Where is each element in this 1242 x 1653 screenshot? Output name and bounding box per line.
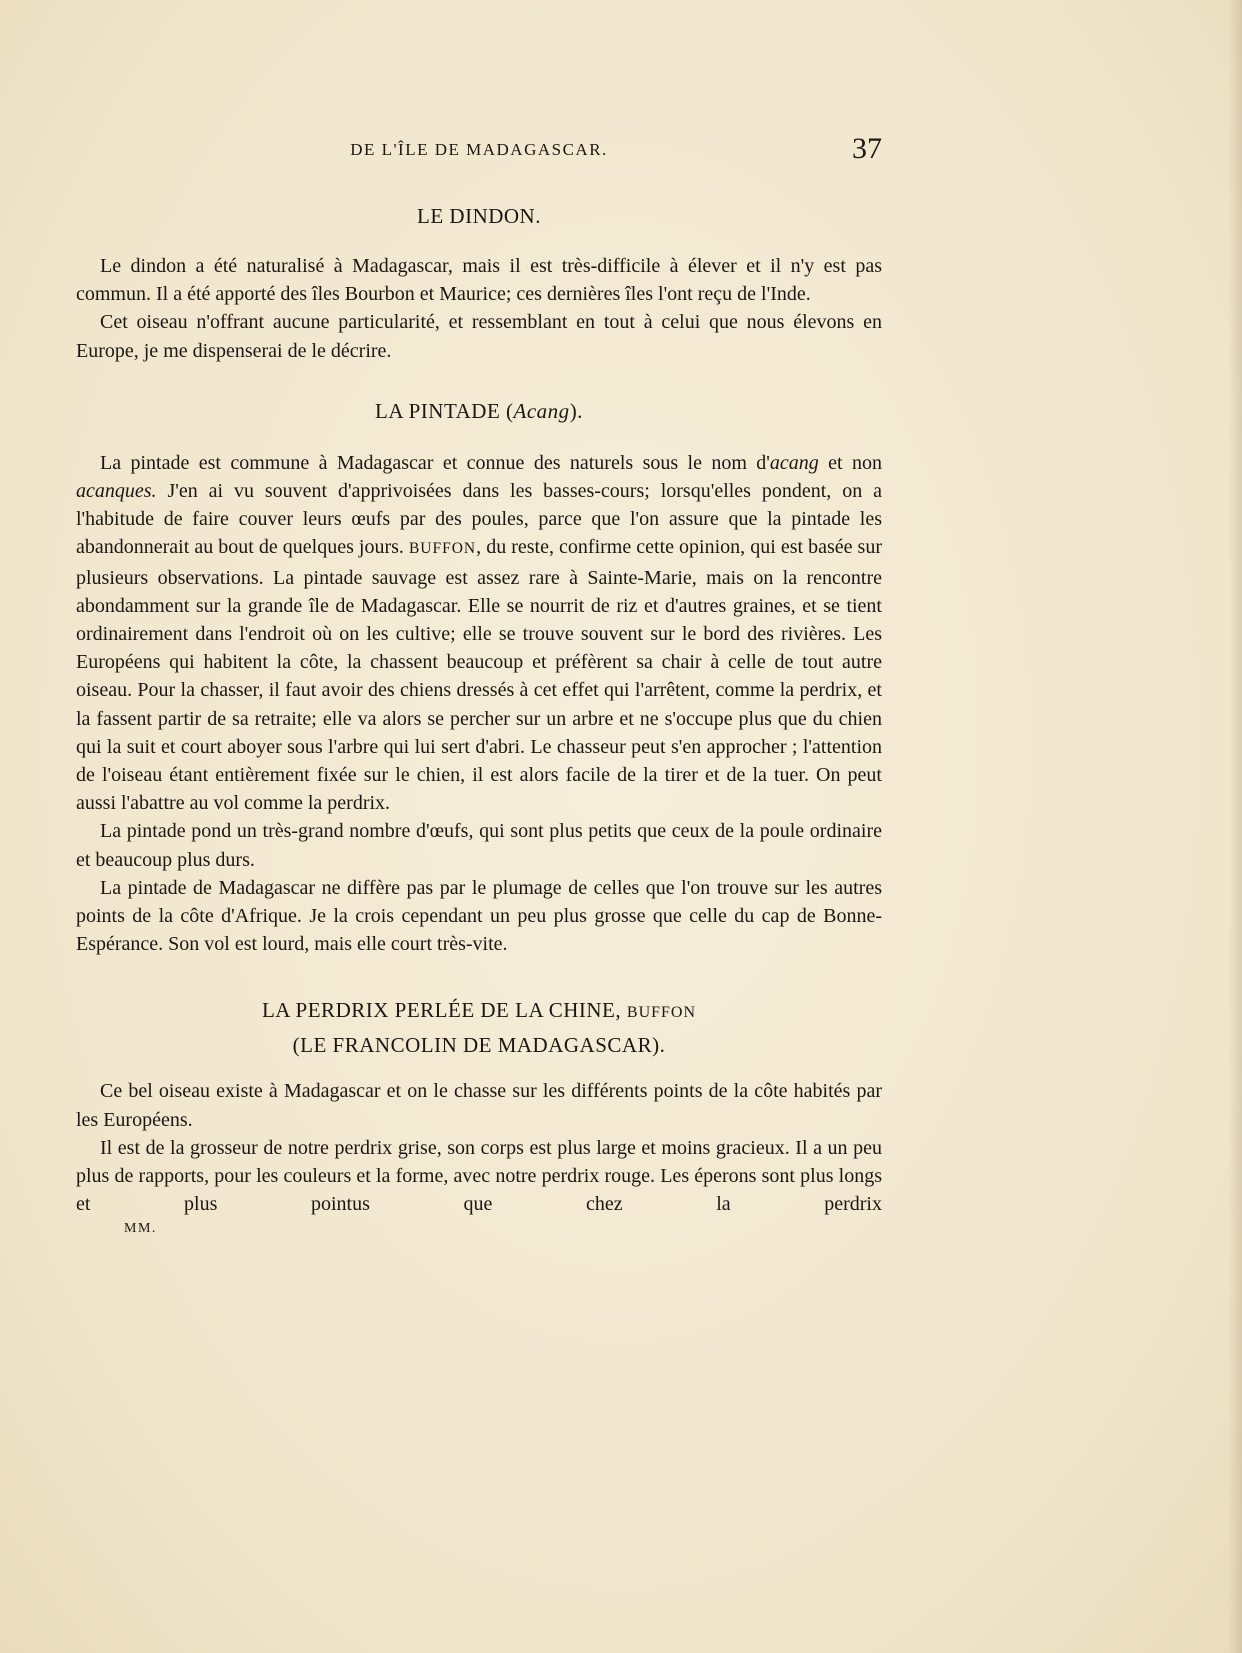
text-run: J'en ai vu souvent d'apprivoisées dans les basses-cours; lorsqu'elles pondent, on a l'habitude de faire couver leurs œufs par des poules, parce que l'on assure que la pintade les abandonnerait au bout de quelques jours. xyxy=(76,480,882,559)
section-title-pintade xyxy=(76,395,882,427)
text-run: La pintade est commune à Madagascar et connue des naturels sous le nom d' xyxy=(100,451,770,474)
running-title: DE L'ÎLE DE MADAGASCAR. xyxy=(350,140,608,159)
paragraph: Le dindon a été naturalisé à Madagascar, mais il est très-difficile à élever et il n'y est pas commun. Il a été apporté des îles Bourbon et Maurice; ces dernières îles l'ont reçu de l'Inde. xyxy=(76,255,882,306)
text-run: , du reste, confirme cette opinion, qui est basée sur plusieurs observations. La pintade sauvage est assez rare à Sainte-Marie, mais on la rencontre abondamment sur la grande île de Madagascar. Elle se nourrit de riz et d'autres graines, et se tient ordinairement dans l'endroit où on les cultive; elle se trouve souvent sur le bord des rivières. Les Européens qui habitent la côte, la chassent beaucoup et préfèrent sa chair à celle de tout autre oiseau. Pour la chasser, il faut avoir des chiens dressés à cet effet qui l'arrêtent, comme la perdrix, et la fassent partir de sa retraite; elle va alors se percher sur un arbre et ne s'occupe plus que du chien qui la suit et court aboyer sous l'arbre qui lui sert d'abri. Le chasseur peut s'en approcher ; l'attention de l'oiseau étant entièrement fixée sur le chien, il est alors facile de la tirer et de la tuer. On peut aussi l'abattre au vol comme la perdrix. xyxy=(76,536,882,815)
title-line xyxy=(262,998,696,1022)
paragraph: Il est de la grosseur de notre perdrix grise, son corps est plus large et moins gracieux. Il a un peu plus de rapports, pour les couleurs et la forme, avec notre perdrix rouge. Les éperons sont plus longs et plus pointus que chez la perdrix xyxy=(76,1136,882,1216)
italic-run: acanques. xyxy=(76,480,157,503)
page-header xyxy=(76,132,882,176)
section-title-dindon: LE DINDON. xyxy=(417,204,541,228)
title-text: LA PERDRIX PERLÉE DE LA CHINE, xyxy=(261,998,627,1023)
author-name: BUFFON xyxy=(408,540,477,558)
paragraph: Ce bel oiseau existe à Madagascar et on le chasse sur les différents points de la côte habités par les Européens. xyxy=(76,1080,882,1131)
author-name: BUFFON xyxy=(626,1004,697,1022)
section-title-perdrix xyxy=(76,994,882,1061)
title-text: LA PINTADE ( xyxy=(375,398,514,423)
paragraph: La pintade de Madagascar ne diffère pas par le plumage de celles que l'on trouve sur les autres points de la côte d'Afrique. Je la crois cependant un peu plus grosse que celle du cap de Bonne-Espérance. Son vol est lourd, mais elle court très-vite. xyxy=(76,876,882,956)
paragraph: La pintade pond un très-grand nombre d'œufs, qui sont plus petits que ceux de la poule ordinaire et beaucoup plus durs. xyxy=(76,820,882,871)
title-line: (LE FRANCOLIN DE MADAGASCAR). xyxy=(292,1033,666,1058)
page-body xyxy=(76,200,882,1240)
title-text: ). xyxy=(569,398,583,423)
page-number: 37 xyxy=(852,132,882,165)
signature-mark: MM. xyxy=(124,1221,157,1237)
paragraph: Cet oiseau n'offrant aucune particularité, et ressemblant en tout à celui que nous élevons en Europe, je me dispenserai de le décrire. xyxy=(76,311,882,362)
title-italic: Acang xyxy=(513,398,570,423)
paragraph xyxy=(76,449,882,818)
page-edge-shadow xyxy=(1228,0,1242,1653)
italic-run: acang xyxy=(769,451,819,474)
text-run: et non xyxy=(818,451,882,474)
